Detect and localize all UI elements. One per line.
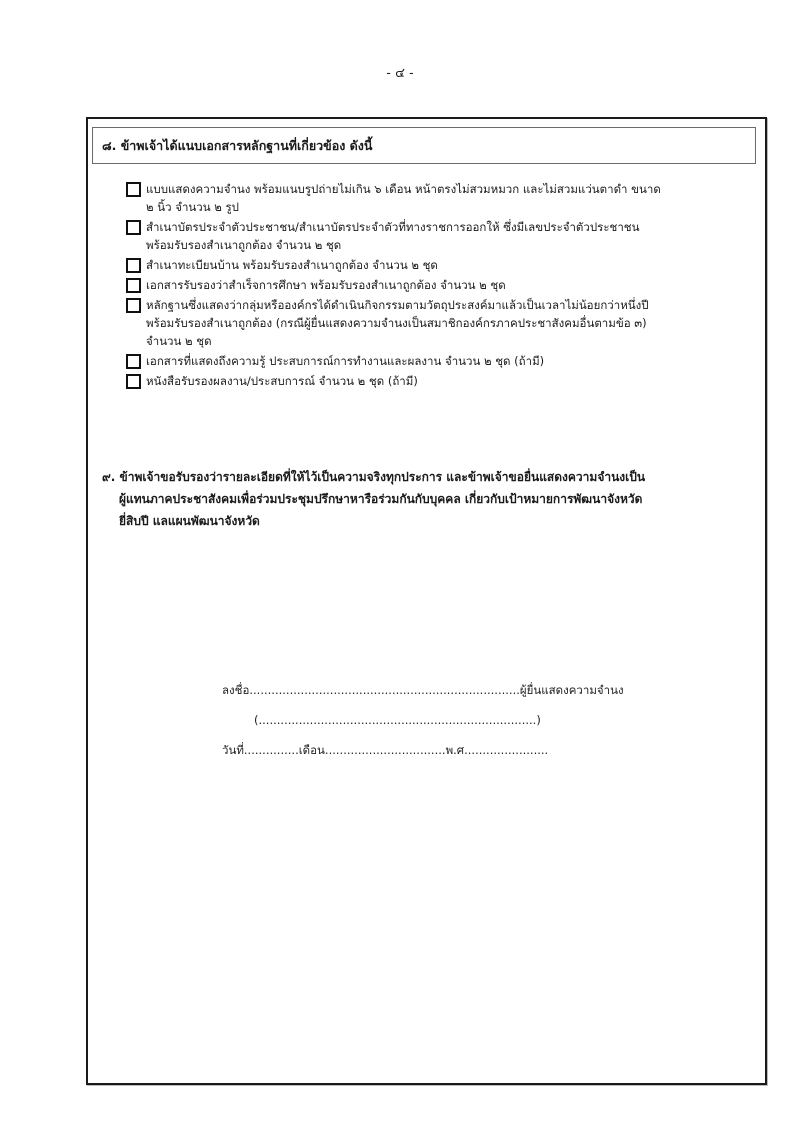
checklist-item-text: พร้อมรับรองสำเนาถูกต้อง จำนวน ๒ ชุด — [146, 238, 342, 252]
checklist-item-text: แบบแสดงความจำนง พร้อมแนบรูปถ่ายไม่เกิน ๖ เดือน หน้าตรงไม่สวมหมวก และไม่สวมแว่นตาดำ ขนาด — [146, 182, 661, 196]
day-label: วันที่ — [222, 743, 244, 757]
section-9-declaration — [102, 466, 742, 532]
checklist-item-organization-evidence — [126, 296, 746, 350]
month-line[interactable]: ................................. — [324, 743, 446, 757]
section-8-heading: ๘. ข้าพเจ้าได้แนบเอกสารหลักฐานที่เกี่ยวข้อง ดังนี้ — [92, 127, 756, 164]
declaration-line: ผู้แทนภาคประชาสังคมเพื่อร่วมประชุมปรึกษาหารือร่วมกันกับบุคคล เกี่ยวกับเป้าหมายการพัฒนาจังหวัด — [119, 492, 643, 506]
signature-line[interactable]: .......................................................................... — [249, 683, 520, 697]
checkbox[interactable] — [126, 298, 141, 313]
checkbox[interactable] — [126, 374, 141, 389]
checkbox[interactable] — [126, 278, 141, 293]
checklist-item-education — [126, 276, 746, 294]
checklist-item-certificate — [126, 372, 746, 390]
checklist-item-text: สำเนาบัตรประจำตัวประชาชน/สำเนาบัตรประจำตัวที่ทางราชการออกให้ ซึ่งมีเลขประจำตัวประชาชน — [146, 220, 640, 234]
checklist-item-text: เอกสารที่แสดงถึงความรู้ ประสบการณ์การทำงานและผลงาน จำนวน ๒ ชุด (ถ้ามี) — [146, 354, 545, 368]
checklist-item-text: พร้อมรับรองสำเนาถูกต้อง (กรณีผู้ยื่นแสดงความจำนงเป็นสมาชิกองค์กรภาคประชาสังคมอื่นตามข้อ ๓) — [146, 316, 647, 330]
declaration-line: ยี่สิบปี แลแผนพัฒนาจังหวัด — [119, 514, 260, 528]
checklist-item-text: จำนวน ๒ ชุด — [146, 334, 212, 348]
checkbox[interactable] — [126, 354, 141, 369]
declaration-line: ๙. ข้าพเจ้าขอรับรองว่ารายละเอียดที่ให้ไว้เป็นความจริงทุกประการ และข้าพเจ้าขอยื่นแสดงความจำนงเป็น — [102, 470, 646, 484]
date-row — [222, 735, 702, 765]
checklist-item-text: หลักฐานซึ่งแสดงว่ากลุ่มหรือองค์กรได้ดำเนินกิจกรรมตามวัตถุประสงค์มาแล้วเป็นเวลาไม่น้อยกว่าหนึ่งปี — [146, 298, 649, 312]
attachment-checklist — [126, 180, 746, 392]
signature-row — [222, 675, 702, 705]
year-line[interactable]: ....................... — [464, 743, 549, 757]
close-paren: ) — [536, 713, 541, 727]
checkbox[interactable] — [126, 182, 141, 197]
checklist-item-photo — [126, 180, 746, 216]
month-label: เดือน — [298, 743, 325, 757]
open-paren: ( — [254, 713, 259, 727]
printed-name-row — [222, 705, 702, 735]
checklist-item-text: ๒ นิ้ว จำนวน ๒ รูป — [146, 200, 239, 214]
checklist-item-text: หนังสือรับรองผลงาน/ประสบการณ์ จำนวน ๒ ชุด (ถ้ามี) — [146, 374, 418, 388]
printed-name-line[interactable]: ............................................................................ — [258, 713, 537, 727]
page-number: - ๔ - — [386, 66, 414, 81]
checkbox[interactable] — [126, 258, 141, 273]
day-line[interactable]: ............... — [243, 743, 299, 757]
checkbox[interactable] — [126, 220, 141, 235]
year-label: พ.ศ — [445, 743, 465, 757]
applicant-label: ผู้ยื่นแสดงความจำนง — [519, 683, 624, 697]
checklist-item-experience — [126, 352, 746, 370]
checklist-item-text: เอกสารรับรองว่าสำเร็จการศึกษา พร้อมรับรองสำเนาถูกต้อง จำนวน ๒ ชุด — [146, 278, 506, 292]
checklist-item-text: สำเนาทะเบียนบ้าน พร้อมรับรองสำเนาถูกต้อง จำนวน ๒ ชุด — [146, 258, 438, 272]
checklist-item-house-registration — [126, 256, 746, 274]
signature-block — [222, 675, 702, 765]
sign-label: ลงชื่อ — [222, 683, 250, 697]
checklist-item-id-card — [126, 218, 746, 254]
